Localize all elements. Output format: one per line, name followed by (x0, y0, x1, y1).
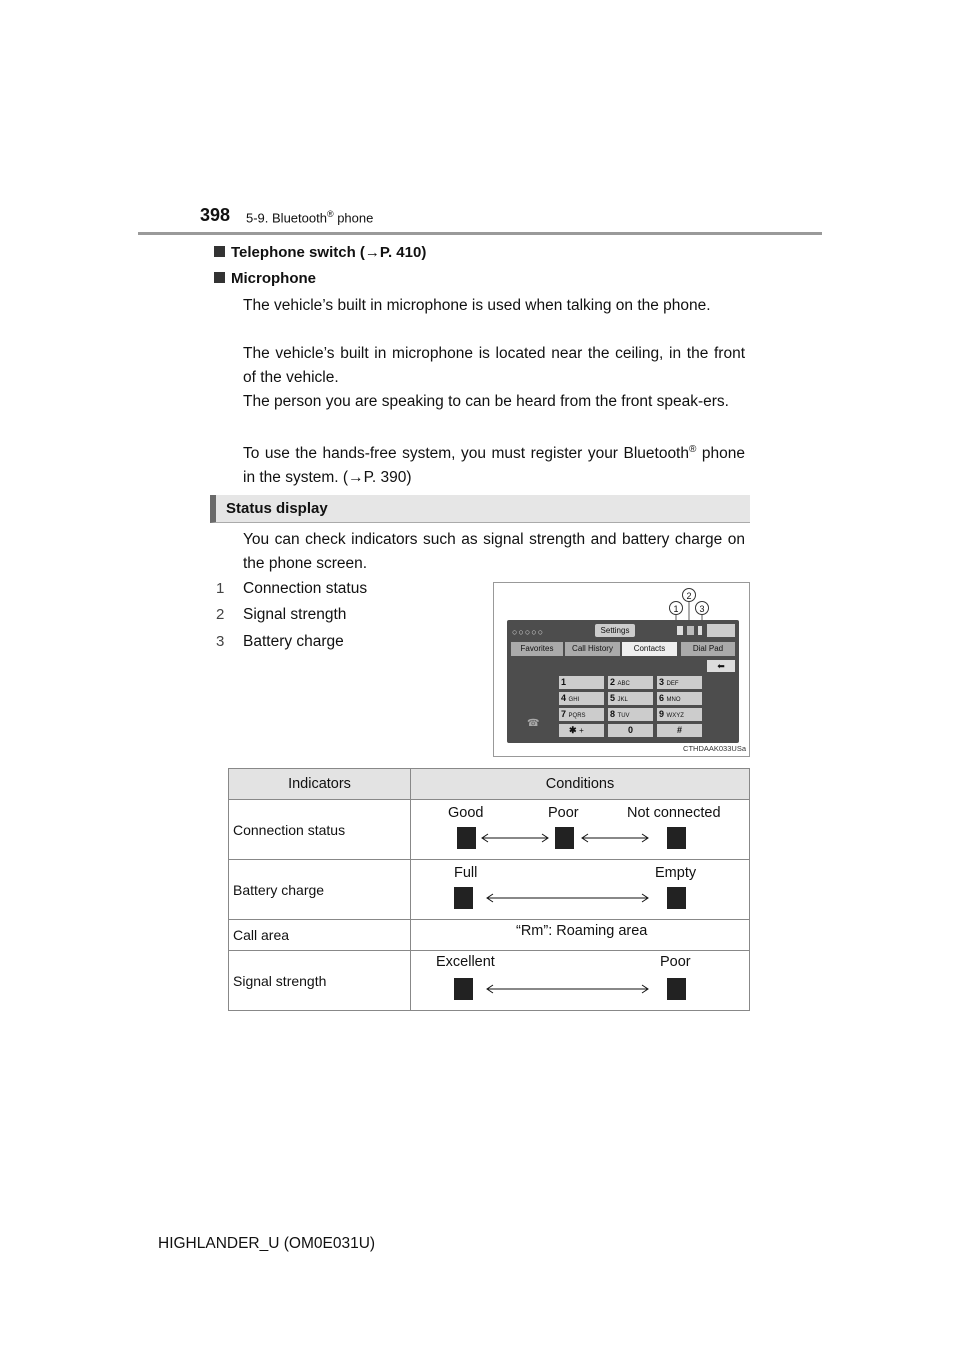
table-row (229, 860, 750, 920)
condition-label: Excellent (436, 954, 495, 970)
tab-call-history[interactable]: Call History (565, 642, 620, 656)
legend-item: 2 Signal strength (216, 606, 347, 623)
battery-icon (698, 626, 702, 635)
condition-label: Poor (548, 805, 579, 821)
key[interactable]: 9 WXYZ (657, 708, 702, 721)
bluetooth-icon (677, 626, 683, 635)
conditions-cell (411, 920, 750, 951)
key[interactable]: 0 (608, 724, 653, 737)
handset-icon[interactable]: ☎ (527, 718, 540, 729)
mail-icon[interactable] (707, 624, 735, 637)
table-row (229, 951, 750, 1011)
condition-label: “Rm”: Roaming area (516, 923, 648, 939)
paragraph-1: The vehicle’s built in microphone is used when talking on the phone. (243, 297, 711, 314)
legend-item: 1 Connection status (216, 580, 368, 597)
key[interactable]: ✱ + (559, 724, 604, 737)
condition-label: Full (454, 865, 478, 881)
conditions-cell (411, 800, 750, 860)
condition-label: Empty (655, 865, 697, 881)
screen-tabs (509, 642, 737, 656)
table-header: Conditions (411, 769, 750, 800)
settings-button[interactable]: Settings (595, 624, 635, 637)
key[interactable]: 2 ABC (608, 676, 653, 689)
battery-arrow (412, 861, 756, 918)
callout-2: 2 (682, 588, 696, 602)
phone-screen (507, 620, 739, 743)
page-number: 398 (200, 205, 231, 225)
table-row (229, 920, 750, 951)
indicator-cell: Signal strength (229, 951, 411, 1011)
figure-code: CTHDAAK033USa (683, 744, 746, 753)
conditions-cell (411, 860, 750, 920)
tab-dial-pad[interactable]: Dial Pad (681, 642, 735, 656)
indicator-cell: Call area (229, 920, 411, 951)
status-intro: You can check indicators such as signal strength and battery charge on the phone screen. (243, 531, 745, 572)
section-title: 5-9. Bluetooth® phone (246, 209, 374, 226)
tab-contacts[interactable]: Contacts (622, 642, 677, 656)
key[interactable]: 1 (559, 676, 604, 689)
paragraph-3: The person you are speaking to can be heard from the front speak-ers. (243, 393, 729, 410)
back-arrow-icon[interactable]: ⬅ (707, 660, 735, 672)
key[interactable]: 8 TUV (608, 708, 653, 721)
table-header-row (229, 769, 750, 800)
callout-3: 3 (695, 601, 709, 615)
indicator-cell: Battery charge (229, 860, 411, 920)
indicator-cell: Connection status (229, 800, 411, 860)
header-rule (138, 232, 822, 235)
callout-1: 1 (669, 601, 683, 615)
condition-label: Poor (660, 954, 691, 970)
callout-lines (494, 583, 751, 623)
register-paragraph: To use the hands-free system, you must register your Bluetooth® phone in the system. (→P. 390) (243, 444, 745, 487)
microphone-heading: Microphone (214, 270, 316, 287)
condition-label: Good (448, 805, 484, 821)
key[interactable]: 7 PQRS (559, 708, 604, 721)
signal-icon (687, 626, 694, 635)
key[interactable]: 5 JKL (608, 692, 653, 705)
key[interactable]: 6 MNO (657, 692, 702, 705)
condition-label: Not connected (627, 805, 721, 821)
indicators-table (228, 768, 750, 1011)
footer-model: HIGHLANDER_U (OM0E031U) (158, 1235, 376, 1252)
tab-favorites[interactable]: Favorites (511, 642, 563, 656)
connection-arrows (412, 801, 756, 858)
table-row (229, 800, 750, 860)
paragraph-2: The vehicle’s built in microphone is located near the ceiling, in the front of the vehicle. (243, 345, 745, 386)
phone-screen-figure (493, 582, 750, 757)
signal-arrow (412, 952, 756, 1009)
key[interactable]: 4 GHI (559, 692, 604, 705)
key[interactable]: # (657, 724, 702, 737)
status-display-heading: Status display (210, 495, 750, 523)
key[interactable]: 3 DEF (657, 676, 702, 689)
conditions-cell (411, 951, 750, 1011)
dial-keypad (559, 676, 705, 742)
table-header: Indicators (229, 769, 411, 800)
legend-item: 3 Battery charge (216, 633, 344, 650)
signal-dots: ○○○○○ (512, 627, 545, 637)
telephone-switch-heading: Telephone switch (→P. 410) (214, 244, 426, 261)
